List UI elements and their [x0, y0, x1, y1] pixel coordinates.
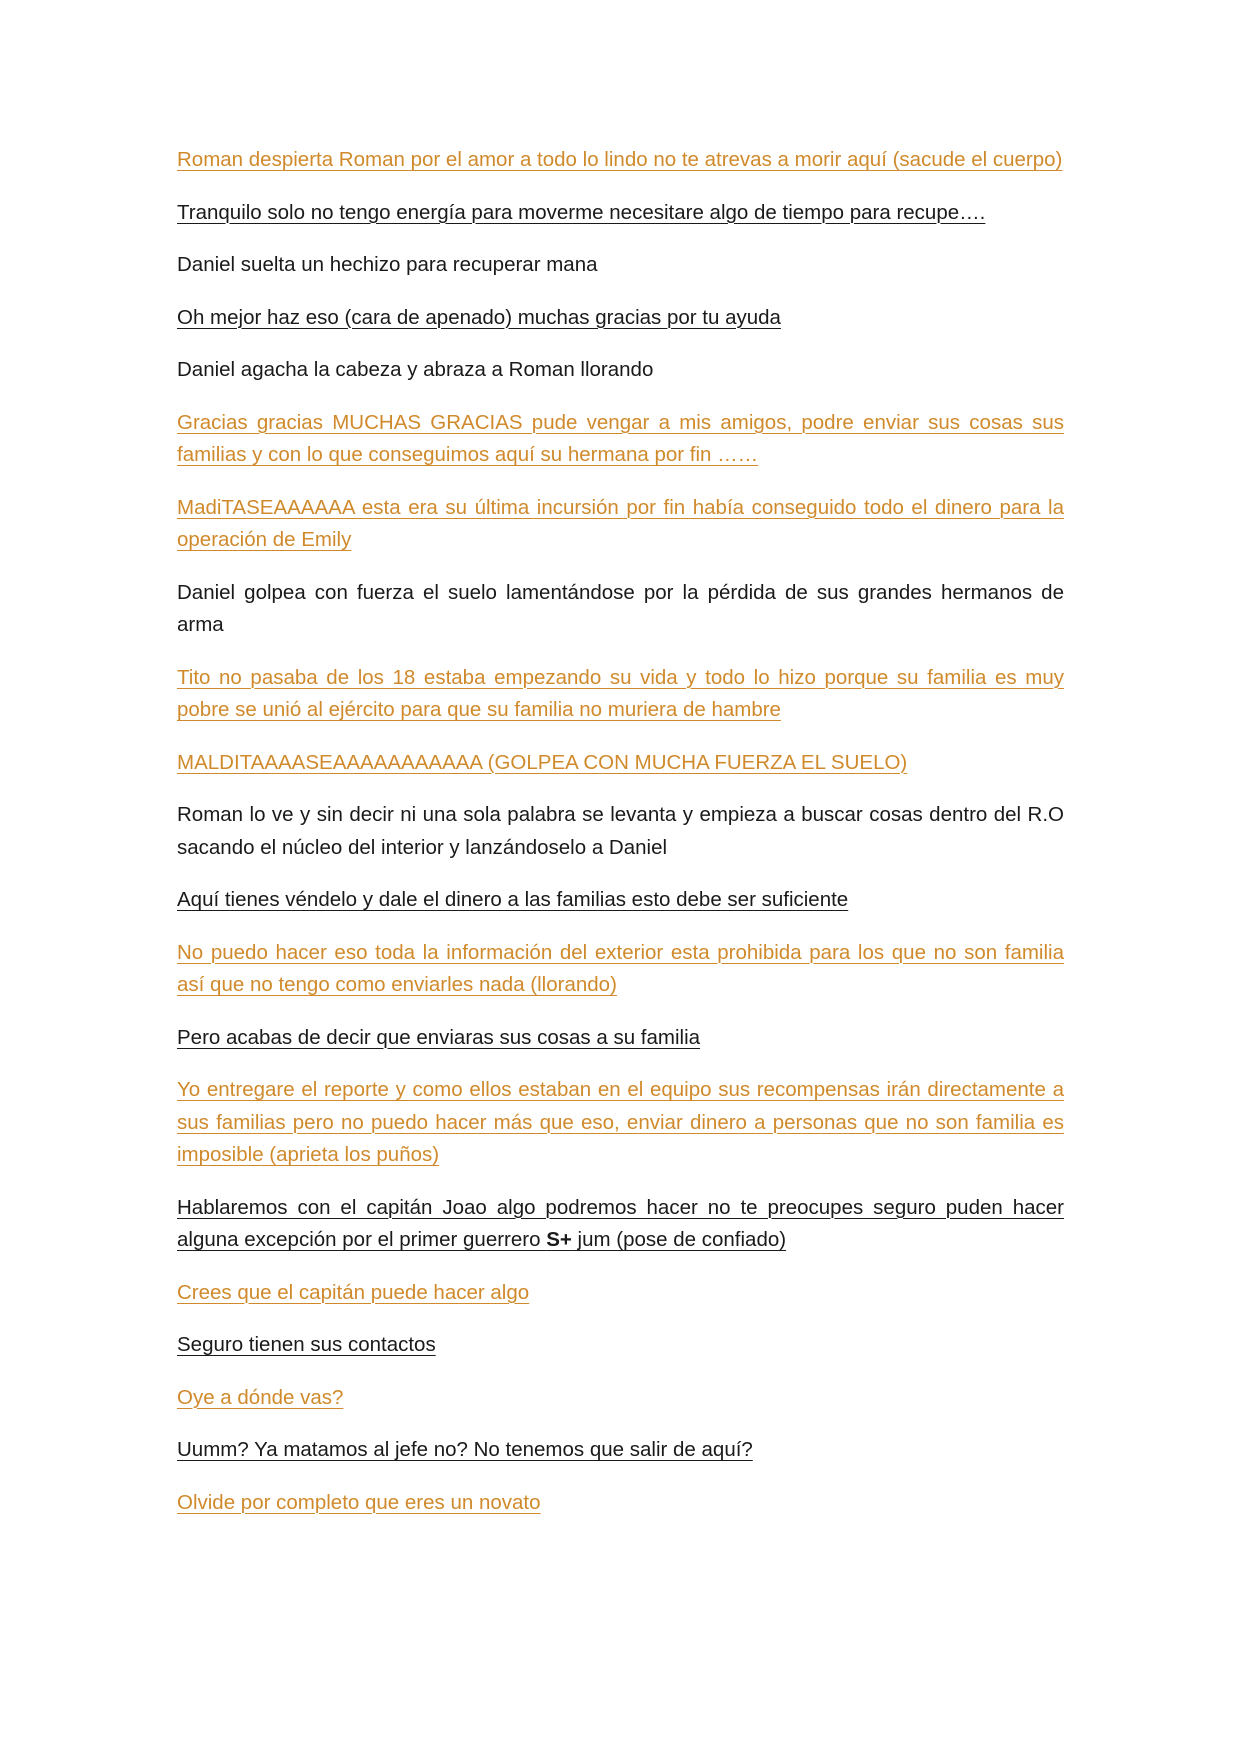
paragraph-gracias	[177, 407, 1064, 472]
paragraph-daniel-floor	[177, 577, 1064, 642]
paragraph-text: Daniel golpea con fuerza el suelo lamentándose por la pérdida de sus grandes hermanos de arma	[177, 580, 1064, 636]
paragraph-oh-mejor	[177, 302, 1064, 335]
paragraph-text: Roman despierta Roman por el amor a todo lo lindo no te atrevas a morir aquí (sacude el cuerpo)	[177, 148, 1063, 171]
paragraph-aqui-tienes	[177, 884, 1064, 917]
paragraph-text: Oh mejor haz eso (cara de apenado) muchas gracias por tu ayuda	[177, 305, 781, 329]
paragraph-hablaremos	[177, 1192, 1064, 1257]
paragraph-text-before: Hablaremos con el capitán Joao algo podremos hacer no te preocupes seguro puden hacer alguna excepción por el primer guerrero	[177, 1195, 1064, 1251]
paragraph-text	[177, 1196, 1064, 1252]
paragraph-crees	[177, 1277, 1064, 1310]
paragraph-text: MALDITAAAASEAAAAAAAAAAA (GOLPEA CON MUCHA FUERZA EL SUELO)	[177, 750, 908, 774]
paragraph-text: MadiTASEAAAAAA esta era su última incursión por fin había conseguido todo el dinero para la operación de Emily	[177, 495, 1064, 551]
paragraph-roman-wake	[177, 144, 1064, 177]
paragraph-text: Aquí tienes véndelo y dale el dinero a las familias esto debe ser suficiente	[177, 888, 849, 911]
paragraph-text: Oye a dónde vas?	[177, 1385, 344, 1409]
paragraph-maditasea	[177, 492, 1064, 557]
paragraph-text-after: jum (pose de confiado)	[571, 1228, 787, 1251]
paragraph-no-puedo	[177, 937, 1064, 1002]
paragraph-text: Olvide por completo que eres un novato	[177, 1490, 541, 1514]
paragraph-text: No puedo hacer eso toda la información del exterior esta prohibida para los que no son familia así que no tengo como enviarles nada (llorando)	[177, 940, 1064, 996]
paragraph-text: Pero acabas de decir que enviaras sus cosas a su familia	[177, 1025, 701, 1049]
paragraph-pero-acabas	[177, 1022, 1064, 1055]
paragraph-text: Tranquilo solo no tengo energía para moverme necesitare algo de tiempo para recupe….	[177, 200, 986, 224]
paragraph-text: Yo entregare el reporte y como ellos estaban en el equipo sus recompensas irán directamente a sus familias pero no puedo hacer más que eso, enviar dinero a personas que no son familia es imposible (aprieta los puños)	[177, 1078, 1064, 1166]
paragraph-text: Crees que el capitán puede hacer algo	[177, 1280, 530, 1304]
paragraph-oye	[177, 1382, 1064, 1415]
paragraph-tito	[177, 662, 1064, 727]
paragraph-daniel-hug	[177, 354, 1064, 387]
paragraph-tranquilo	[177, 197, 1064, 230]
paragraph-text: Seguro tienen sus contactos	[177, 1333, 436, 1356]
paragraph-text: Daniel agacha la cabeza y abraza a Roman llorando	[177, 358, 654, 381]
paragraph-text: Gracias gracias MUCHAS GRACIAS pude vengar a mis amigos, podre enviar sus cosas sus familias y con lo que conseguimos aquí su hermana por fin ……	[177, 410, 1064, 466]
paragraph-text: Daniel suelta un hechizo para recuperar mana	[177, 253, 598, 276]
paragraph-roman-core	[177, 799, 1064, 864]
paragraph-text: Roman lo ve y sin decir ni una sola palabra se levanta y empieza a buscar cosas dentro del R.O sacando el núcleo del interior y lanzándoselo a Daniel	[177, 803, 1064, 859]
paragraph-olvide	[177, 1487, 1064, 1520]
paragraph-uumm	[177, 1434, 1064, 1467]
rank-s-plus: S+	[546, 1228, 572, 1251]
paragraph-daniel-spell	[177, 249, 1064, 282]
paragraph-malditaaaa	[177, 747, 1064, 780]
paragraph-seguro	[177, 1329, 1064, 1362]
paragraph-text: Uumm? Ya matamos al jefe no? No tenemos que salir de aquí?	[177, 1438, 753, 1461]
paragraph-yo-entregare	[177, 1074, 1064, 1172]
paragraph-text: Tito no pasaba de los 18 estaba empezando su vida y todo lo hizo porque su familia es muy pobre se unió al ejército para que su familia no muriera de hambre	[177, 665, 1064, 721]
